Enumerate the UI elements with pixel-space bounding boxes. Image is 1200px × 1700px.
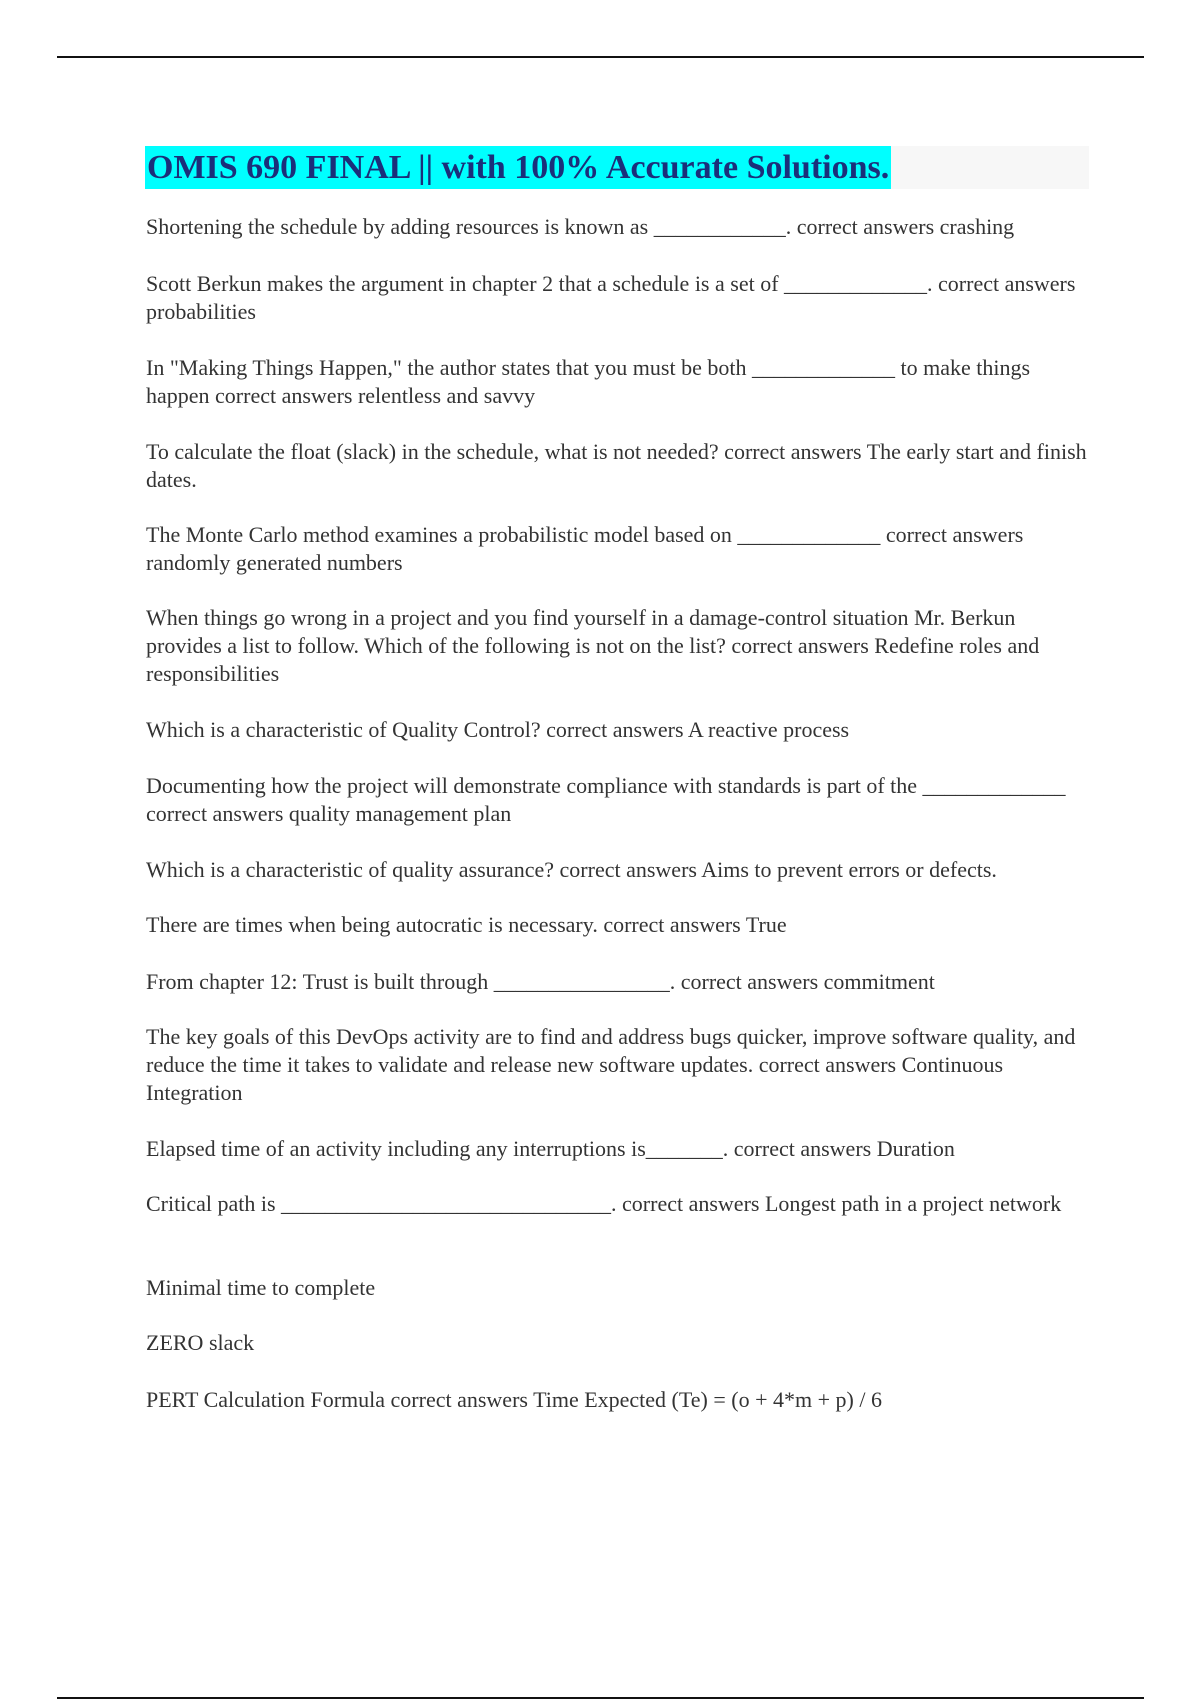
qa-item: ZERO slack [146, 1330, 255, 1355]
qa-item: Minimal time to complete [146, 1275, 376, 1300]
header-rule [57, 56, 1144, 58]
qa-item: The Monte Carlo method examines a probabilistic model based on _____________ correct answers randomly generated numbers [146, 522, 1024, 575]
qa-item: Elapsed time of an activity including any interruptions is_______. correct answers Duration [146, 1136, 955, 1161]
qa-item: From chapter 12: Trust is built through ________________. correct answers commitment [146, 969, 935, 994]
qa-item: Which is a characteristic of Quality Control? correct answers A reactive process [146, 717, 850, 742]
qa-item: In "Making Things Happen," the author states that you must be both _____________ to make things happen correct answers relentless and savvy [146, 355, 1031, 408]
document-title: OMIS 690 FINAL || with 100% Accurate Solutions. [145, 146, 891, 189]
qa-item: To calculate the float (slack) in the schedule, what is not needed? correct answers The early start and finish dates. [146, 439, 1087, 492]
qa-item: The key goals of this DevOps activity are to find and address bugs quicker, improve software quality, and reduce the time it takes to validate and release new software updates. correct answers Continuous Integration [146, 1024, 1076, 1105]
qa-item: Which is a characteristic of quality assurance? correct answers Aims to prevent errors or defects. [146, 857, 997, 882]
qa-item: PERT Calculation Formula correct answers Time Expected (Te) = (o + 4*m + p) / 6 [146, 1387, 882, 1412]
qa-item: Scott Berkun makes the argument in chapter 2 that a schedule is a set of _____________. correct answers probabilities [146, 271, 1076, 324]
qa-item: Critical path is ______________________________. correct answers Longest path in a project network [146, 1191, 1062, 1216]
footer-rule [57, 1697, 1144, 1699]
qa-item: Shortening the schedule by adding resources is known as ____________. correct answers crashing [146, 214, 1015, 239]
qa-item: Documenting how the project will demonstrate compliance with standards is part of the _____________ correct answers quality management plan [146, 773, 1066, 826]
qa-item: When things go wrong in a project and you find yourself in a damage-control situation Mr. Berkun provides a list to follow. Which of the following is not on the list? correct answers Redefine roles and responsibilities [146, 605, 1040, 686]
qa-item: There are times when being autocratic is necessary. correct answers True [146, 912, 787, 937]
